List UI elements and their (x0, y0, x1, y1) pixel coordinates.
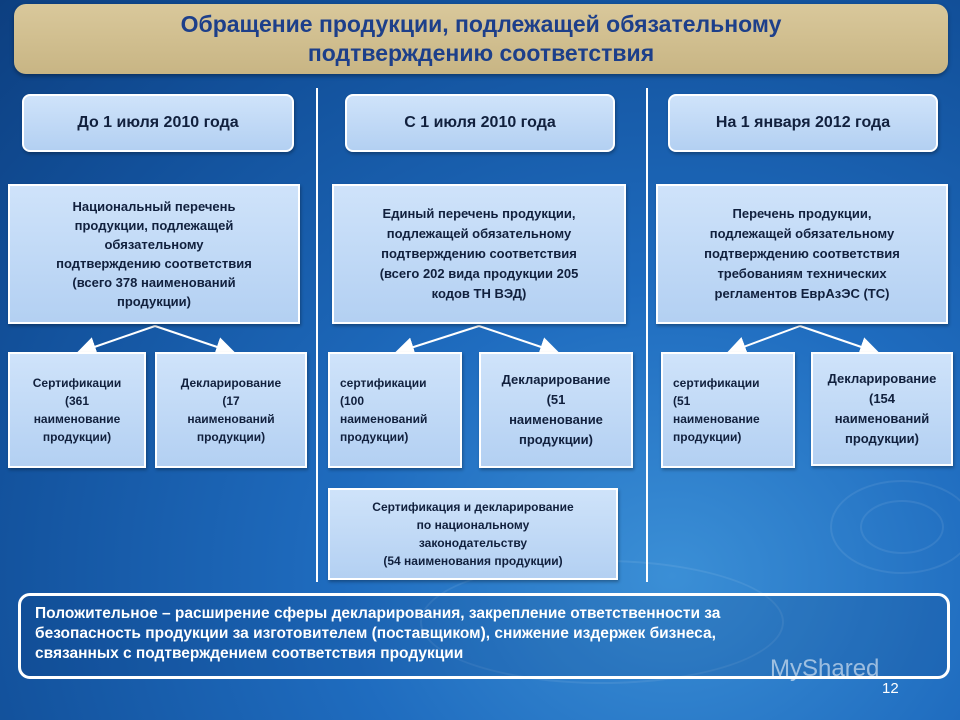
text-line: кодов ТН ВЭД) (431, 286, 527, 301)
text-line: (всего 378 наименований (72, 275, 236, 290)
text-line: подтверждению соответствия (704, 246, 900, 261)
text-line: (54 наименования продукции) (383, 554, 563, 568)
arrow-connector (800, 326, 876, 352)
page-number: 12 (882, 680, 899, 697)
text-line: продукции) (196, 430, 266, 444)
certification-box (8, 352, 146, 468)
text-line: по национальному (416, 518, 530, 532)
text-line: продукции) (844, 431, 919, 446)
arrow-connector (730, 326, 800, 352)
text-line: (51 (546, 392, 566, 407)
text-line: наименований (340, 412, 428, 426)
period-header-from-july-2010 (345, 94, 615, 152)
eurasec-product-list-box (656, 184, 948, 324)
text-line: наименований (187, 412, 275, 426)
arrow-connector (479, 326, 556, 352)
text-line: Сертификация и декларирование (372, 500, 574, 514)
text-line: обязательному (104, 237, 204, 252)
text-line: (51 (673, 394, 691, 408)
page-title-line-1: Обращение продукции, подлежащей обязательному (180, 11, 782, 37)
arrow-connector (155, 326, 232, 352)
text-line: (100 (340, 394, 365, 408)
text-line: продукции) (42, 430, 112, 444)
text-line: подлежащей обязательному (386, 226, 572, 241)
text-line: (361 (64, 394, 90, 408)
page-title-line-2: подтверждению соответствия (307, 40, 655, 66)
certification-box (661, 352, 795, 468)
text-line: наименование (673, 412, 760, 426)
summary-line: безопасность продукции за изготовителем (поставщиком), снижение издержек бизнеса, (35, 625, 716, 642)
text-line: продукции) (673, 430, 742, 444)
summary-line: Положительное – расширение сферы декларирования, закрепление ответственности за (35, 605, 721, 622)
text-line: продукции, подлежащей (74, 218, 234, 233)
text-line: регламентов ЕврАзЭС (ТС) (714, 286, 890, 301)
text-line: Национальный перечень (72, 199, 236, 214)
arrow-connector (80, 326, 155, 352)
national-legislation-box (328, 488, 618, 580)
period-header-label: На 1 января 2012 года (715, 114, 891, 131)
text-line: Декларирование (180, 376, 282, 390)
text-line: (всего 202 вида продукции 205 (379, 266, 579, 281)
text-line: наименование (509, 412, 603, 427)
text-line: законодательству (418, 536, 528, 550)
text-line: продукции) (340, 430, 409, 444)
period-header-january-2012 (668, 94, 938, 152)
text-line: наименований (834, 411, 930, 426)
text-line: требованиям технических (717, 266, 887, 281)
watermark: MyShared (770, 655, 880, 682)
period-header-label: До 1 июля 2010 года (77, 114, 239, 131)
declaration-box (155, 352, 307, 468)
national-product-list-box (8, 184, 300, 324)
text-line: Сертификации (32, 376, 122, 390)
text-line: наименование (33, 412, 121, 426)
text-line: Перечень продукции, (732, 206, 872, 221)
period-header-label: С 1 июля 2010 года (404, 114, 556, 131)
text-line: подлежащей обязательному (709, 226, 895, 241)
text-line: (154 (868, 391, 896, 406)
text-line: сертификации (673, 376, 760, 390)
text-line: Декларирование (827, 371, 937, 386)
text-line: подтверждению соответствия (381, 246, 577, 261)
text-line: Единый перечень продукции, (382, 206, 576, 221)
text-line: Декларирование (501, 372, 611, 387)
certification-box (328, 352, 462, 468)
summary-line: связанных с подтверждением соответствия продукции (35, 645, 464, 662)
text-line: (17 (222, 394, 240, 408)
period-header-before-july-2010 (22, 94, 294, 152)
unified-product-list-box (332, 184, 626, 324)
arrow-connector (398, 326, 479, 352)
text-line: сертификации (340, 376, 427, 390)
declaration-box (811, 352, 953, 466)
declaration-box (479, 352, 633, 468)
text-line: продукции) (518, 432, 593, 447)
text-line: подтверждению соответствия (56, 256, 252, 271)
text-line: продукции) (116, 294, 191, 309)
